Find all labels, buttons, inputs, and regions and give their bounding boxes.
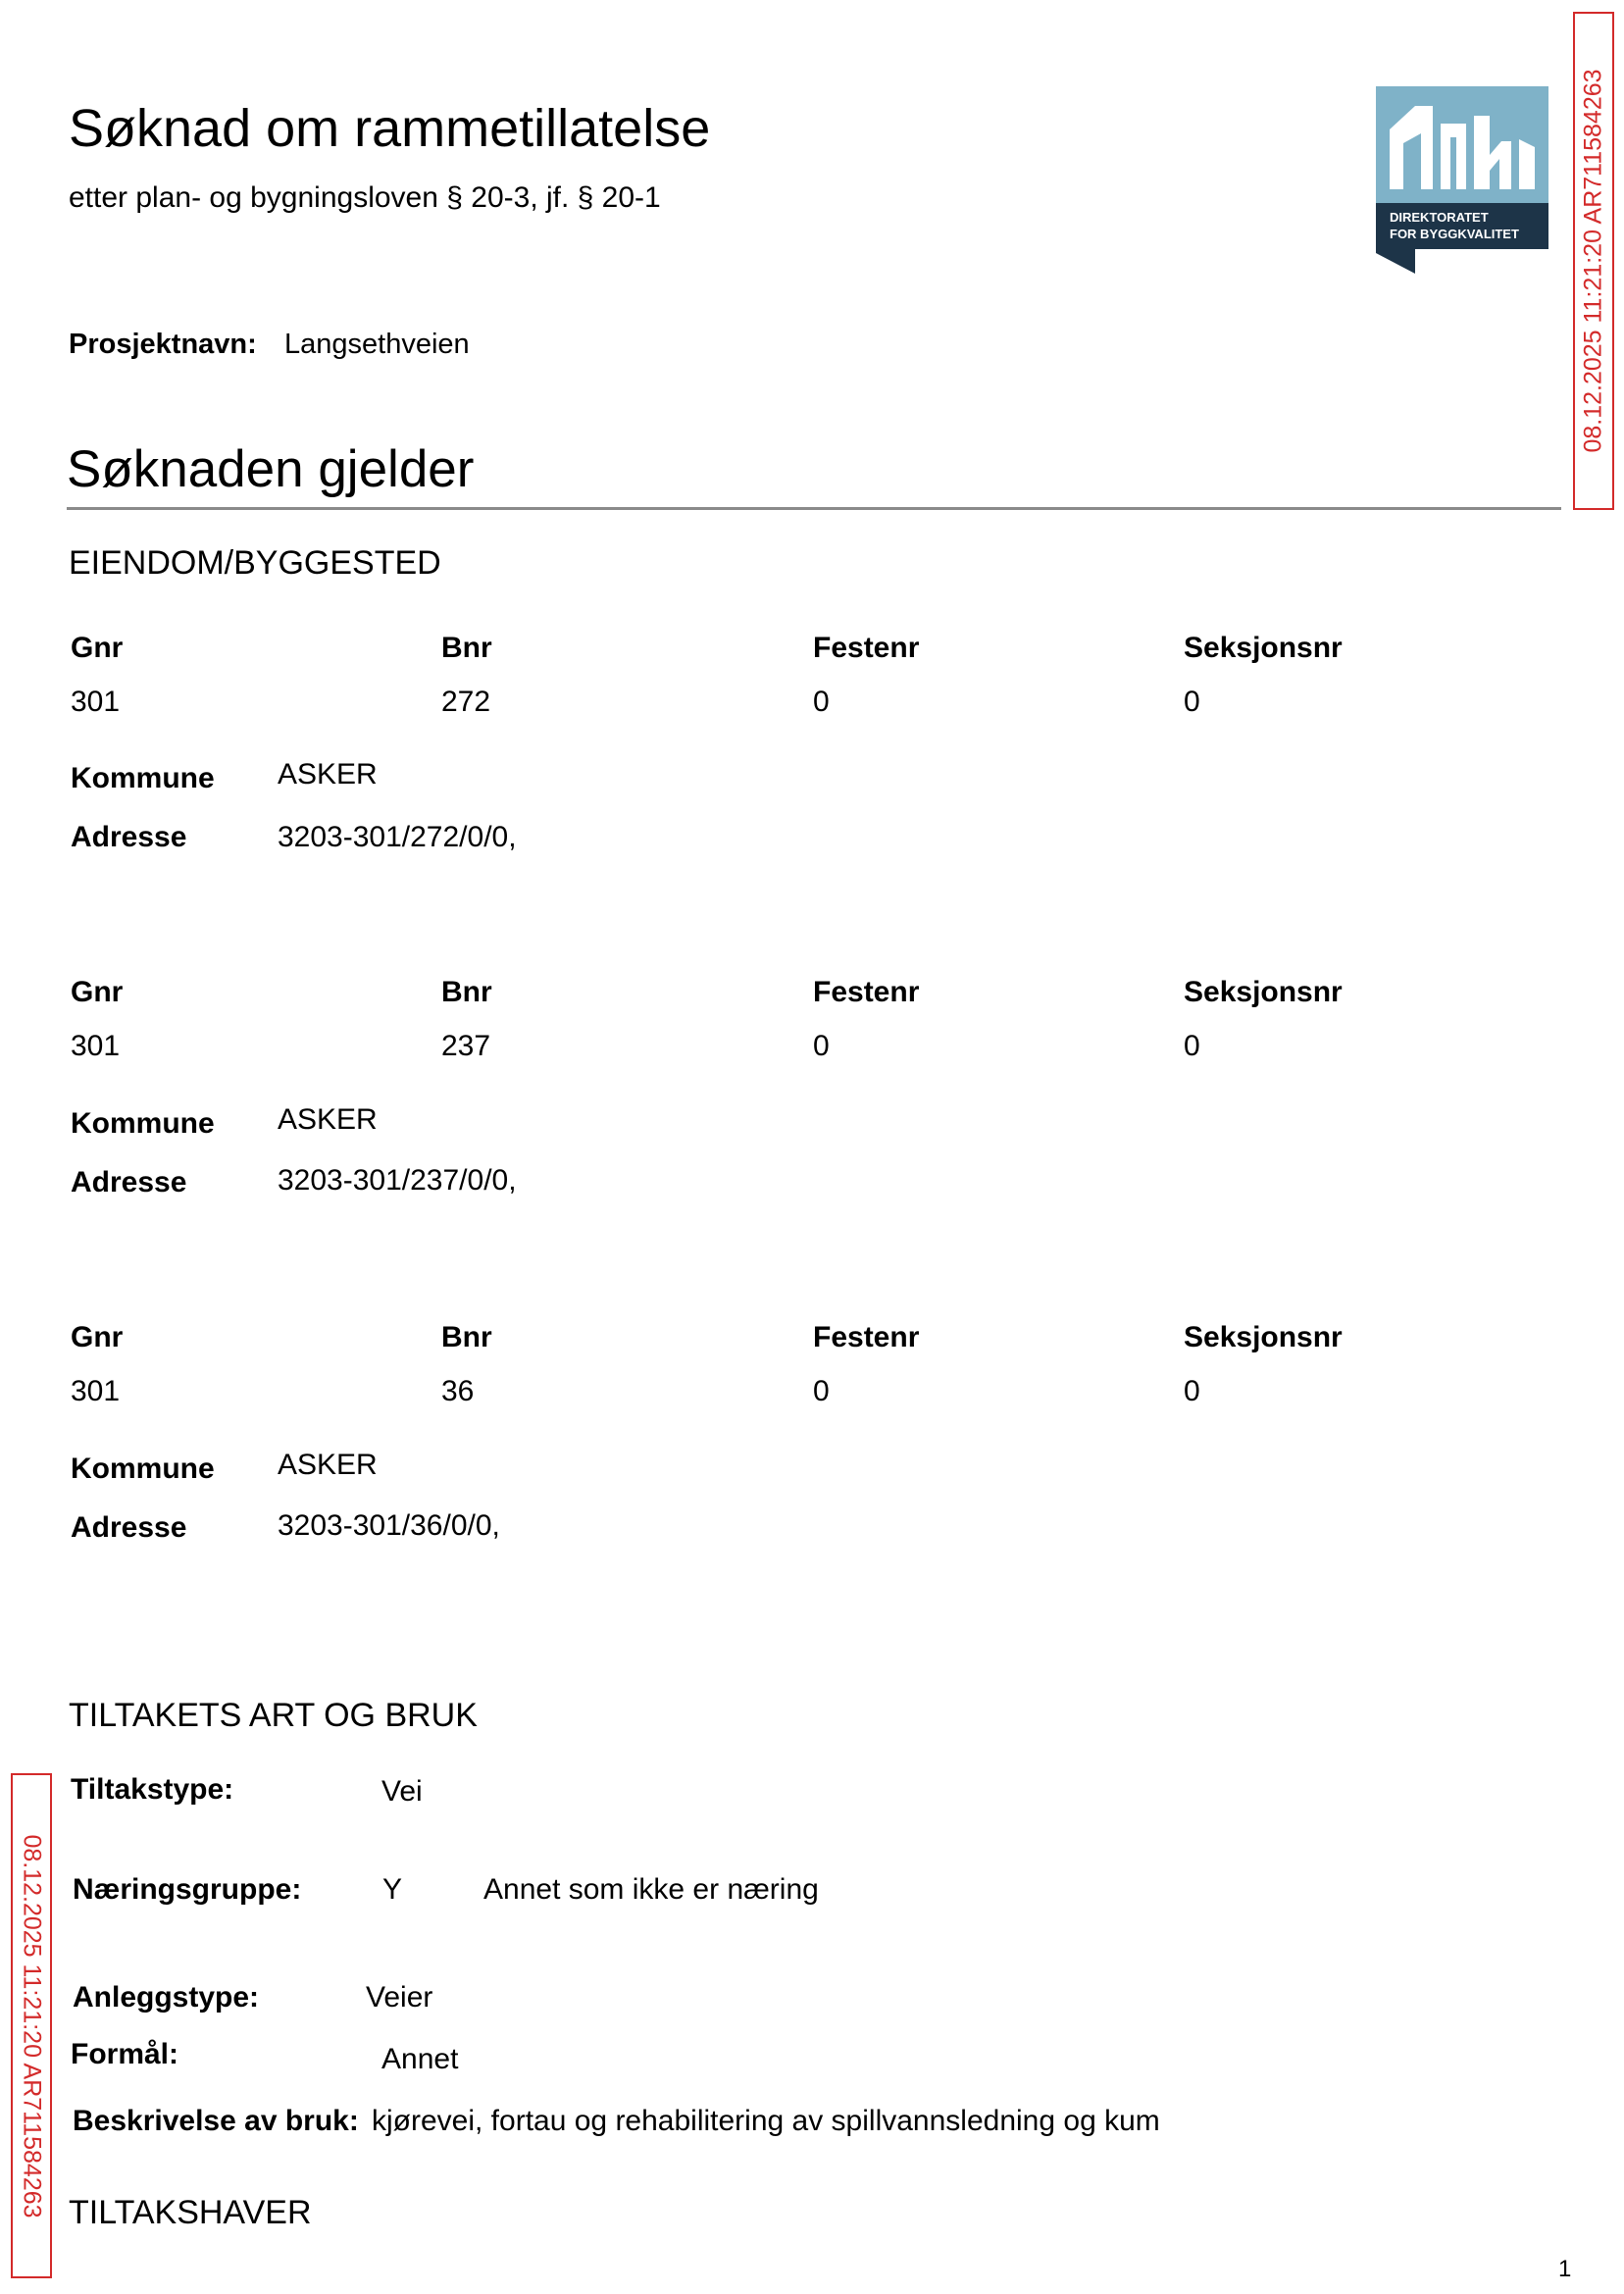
naeringsgruppe-code: Y (382, 1873, 403, 1906)
bnr-header: Bnr (441, 1321, 492, 1353)
anleggstype-label: Anleggstype: (73, 1981, 260, 2014)
address-value: 3203-301/272/0/0, (278, 821, 517, 853)
seksjonsnr-header: Seksjonsnr (1184, 632, 1343, 664)
municipality-label: Kommune (71, 1107, 215, 1140)
project-name-label: Prosjektnavn: (69, 329, 257, 360)
gnr-header: Gnr (71, 632, 124, 664)
festenr-value: 0 (813, 1375, 830, 1407)
timestamp-stamp-right (1573, 12, 1614, 510)
dibk-logo (1376, 86, 1548, 274)
address-label: Adresse (71, 1166, 187, 1198)
formal-value: Annet (381, 2043, 459, 2075)
page-number: 1 (1558, 2256, 1572, 2282)
festenr-header: Festenr (813, 1321, 920, 1353)
document-subtitle: etter plan- og bygningsloven § 20-3, jf. § 20-1 (69, 181, 661, 214)
seksjonsnr-header: Seksjonsnr (1184, 976, 1343, 1008)
festenr-value: 0 (813, 686, 830, 718)
bnr-value: 237 (441, 1030, 491, 1062)
logo-line2: FOR BYGGKVALITET (1390, 227, 1519, 241)
measure-section-title: TILTAKETS ART OG BRUK (69, 1697, 478, 1734)
naeringsgruppe-text: Annet som ikke er næring (483, 1873, 819, 1906)
beskrivelse-label: Beskrivelse av bruk: (73, 2105, 359, 2137)
anleggstype-value: Veier (366, 1981, 433, 2014)
seksjonsnr-value: 0 (1184, 1375, 1200, 1407)
seksjonsnr-header: Seksjonsnr (1184, 1321, 1343, 1353)
dibk-building-logo-icon (1376, 86, 1548, 274)
municipality-value: ASKER (278, 758, 378, 790)
logo-line1: DIREKTORATET (1390, 210, 1489, 225)
document-title: Søknad om rammetillatelse (69, 99, 711, 158)
tiltakstype-value: Vei (381, 1775, 423, 1808)
municipality-value: ASKER (278, 1449, 378, 1481)
tiltakstype-label: Tiltakstype: (71, 1773, 234, 1806)
gnr-value: 301 (71, 1030, 121, 1062)
seksjonsnr-value: 0 (1184, 686, 1200, 718)
gnr-header: Gnr (71, 976, 124, 1008)
timestamp-stamp-left (11, 1773, 52, 2278)
festenr-header: Festenr (813, 632, 920, 664)
municipality-label: Kommune (71, 1453, 215, 1485)
naeringsgruppe-label: Næringsgruppe: (73, 1873, 302, 1906)
property-section-title: EIENDOM/BYGGESTED (69, 544, 441, 582)
address-value: 3203-301/36/0/0, (278, 1509, 500, 1542)
owner-section-title: TILTAKSHAVER (69, 2194, 312, 2231)
address-label: Adresse (71, 821, 187, 853)
bnr-header: Bnr (441, 632, 492, 664)
festenr-value: 0 (813, 1030, 830, 1062)
municipality-value: ASKER (278, 1103, 378, 1136)
heading-divider (67, 507, 1561, 510)
bnr-value: 272 (441, 686, 491, 718)
stamp-text: 08.12.2025 11:21:20 AR711584263 (1579, 69, 1607, 453)
bnr-value: 36 (441, 1375, 475, 1407)
gnr-header: Gnr (71, 1321, 124, 1353)
municipality-label: Kommune (71, 762, 215, 794)
stamp-text: 08.12.2025 11:21:20 AR711584263 (18, 1833, 46, 2218)
address-label: Adresse (71, 1511, 187, 1544)
festenr-header: Festenr (813, 976, 920, 1008)
bnr-header: Bnr (441, 976, 492, 1008)
application-heading: Søknaden gjelder (67, 440, 475, 498)
seksjonsnr-value: 0 (1184, 1030, 1200, 1062)
project-name-value: Langsethveien (284, 329, 470, 360)
gnr-value: 301 (71, 686, 121, 718)
formal-label: Formål: (71, 2038, 179, 2070)
address-value: 3203-301/237/0/0, (278, 1164, 517, 1197)
beskrivelse-value: kjørevei, fortau og rehabilitering av spillvannsledning og kum (372, 2105, 1160, 2137)
gnr-value: 301 (71, 1375, 121, 1407)
